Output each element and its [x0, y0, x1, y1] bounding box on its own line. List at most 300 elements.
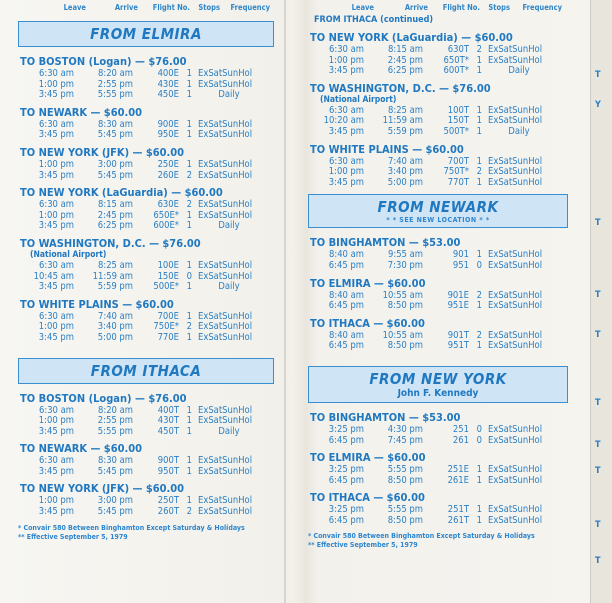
stops: 0	[476, 434, 482, 446]
flight-row	[308, 516, 568, 527]
header-arrive: Arrive	[114, 3, 138, 12]
flight-number: 900T	[157, 455, 179, 467]
arrive-time: 8:30 am	[97, 455, 133, 467]
leave-time: 1:00 pm	[38, 209, 74, 221]
flight-number: 100T	[447, 104, 469, 116]
flight-number: 650T*	[443, 54, 469, 66]
frequency: ExSatSunHol	[488, 514, 543, 526]
header-stops: Stops	[198, 3, 220, 12]
route-destination: TO BINGHAMTON — $53.00	[310, 410, 461, 424]
frequency: Daily	[218, 220, 240, 232]
route-airport-note: (National Airport)	[30, 249, 107, 260]
route-destination: TO BOSTON (Logan) — $76.00	[20, 391, 187, 405]
right-schedule	[308, 31, 568, 526]
flight-number: 260T	[157, 506, 179, 518]
flight-row	[308, 127, 568, 138]
edge-fragment: T	[595, 330, 601, 340]
section-banner	[308, 366, 568, 403]
route-destination: TO ELMIRA — $60.00	[310, 276, 426, 290]
leave-time: 6:30 am	[38, 259, 74, 271]
arrive-time: 3:40 pm	[97, 321, 133, 333]
stops: 1	[476, 474, 482, 486]
frequency: ExSatSunHol	[488, 474, 543, 486]
frequency: ExSatSunHol	[488, 166, 543, 178]
flight-number: 951	[452, 259, 469, 271]
section-title: FROM ELMIRA	[90, 25, 202, 43]
frequency: Daily	[218, 89, 240, 101]
arrive-time: 5:59 pm	[387, 125, 423, 137]
stops: 2	[476, 289, 482, 301]
flight-number: 500T*	[443, 125, 469, 137]
left-column	[18, 0, 274, 542]
stops: 1	[186, 455, 192, 467]
route-destination: TO WHITE PLAINS — $60.00	[20, 297, 174, 311]
stops: 2	[476, 44, 482, 55]
flight-number: 750E*	[153, 321, 179, 333]
frequency: ExSatSunHol	[488, 176, 543, 188]
flight-row	[18, 507, 274, 518]
stops: 2	[186, 321, 192, 333]
edge-fragment: T	[595, 556, 601, 566]
leave-time: 6:30 am	[38, 118, 74, 130]
arrive-time: 8:15 am	[97, 199, 133, 211]
flight-row	[18, 69, 274, 80]
stops: 1	[476, 514, 482, 526]
frequency: ExSatSunHol	[488, 504, 543, 516]
flight-number: 251	[452, 423, 469, 435]
leave-time: 1:00 pm	[38, 78, 74, 90]
frequency: ExSatSunHol	[488, 434, 543, 446]
stops: 1	[476, 464, 482, 476]
flight-row	[308, 301, 568, 312]
stops: 1	[186, 465, 192, 477]
flight-number: 901E	[447, 289, 469, 301]
frequency: ExSatSunHol	[488, 300, 543, 312]
flight-row	[18, 171, 274, 182]
flight-number: 261	[452, 434, 469, 446]
arrive-time: 8:50 pm	[387, 474, 423, 486]
arrive-time: 2:45 pm	[387, 54, 423, 66]
frequency: Daily	[218, 281, 240, 293]
arrive-time: 5:55 pm	[387, 504, 423, 516]
flight-number: 650E*	[153, 209, 179, 221]
footnote-effective: ** Effective September 5, 1979	[18, 532, 128, 541]
arrive-time: 8:50 pm	[387, 300, 423, 312]
stops: 1	[186, 220, 192, 232]
arrive-time: 7:30 pm	[387, 259, 423, 271]
stops: 1	[476, 249, 482, 261]
leave-time: 6:45 pm	[328, 300, 364, 312]
section-banner	[308, 194, 568, 228]
frequency: ExSatSunHol	[488, 54, 543, 66]
stops: 1	[186, 68, 192, 79]
arrive-time: 5:00 pm	[387, 176, 423, 188]
flight-number: 630E	[157, 199, 179, 211]
leave-time: 3:45 pm	[328, 65, 364, 77]
flight-number: 450T	[157, 425, 179, 437]
leave-time: 3:45 pm	[38, 129, 74, 141]
edge-fragment: T	[595, 290, 601, 300]
leave-time: 6:45 pm	[328, 474, 364, 486]
flight-number: 600T*	[443, 65, 469, 77]
flight-number: 261E	[447, 474, 469, 486]
flight-number: 400E	[157, 68, 179, 79]
header-flight: Flight No.	[152, 3, 190, 12]
flight-number: 450E	[157, 89, 179, 101]
section-title: FROM ITHACA	[90, 361, 202, 380]
arrive-time: 8:50 pm	[387, 514, 423, 526]
stops: 1	[186, 118, 192, 130]
arrive-time: 8:20 am	[97, 404, 133, 416]
arrive-time: 10:55 am	[382, 289, 423, 301]
arrive-time: 2:55 pm	[97, 415, 133, 427]
leave-time: 3:45 pm	[38, 331, 74, 343]
arrive-time: 5:45 pm	[97, 169, 133, 181]
frequency: ExSatSunHol	[488, 464, 543, 476]
flight-number: 150T	[447, 115, 469, 127]
route-destination: TO WHITE PLAINS — $60.00	[310, 142, 464, 156]
leave-time: 8:40 am	[328, 329, 364, 341]
arrive-time: 7:45 pm	[387, 434, 423, 446]
stops: 1	[476, 176, 482, 188]
arrive-time: 3:00 pm	[97, 158, 133, 170]
section-subtitle: * * SEE NEW LOCATION * *	[386, 216, 490, 225]
edge-fragment: T	[595, 70, 601, 80]
flight-number: 950E	[157, 129, 179, 141]
flight-number: 630T	[447, 44, 469, 55]
frequency: ExSatSunHol	[488, 259, 543, 271]
flight-number: 900E	[157, 118, 179, 130]
frequency: ExSatSunHol	[198, 118, 253, 130]
flight-number: 150E	[157, 270, 179, 282]
edge-fragment: T	[595, 440, 601, 450]
arrive-time: 8:20 am	[97, 68, 133, 79]
footnote-convair: * Convair 580 Between Binghamton Except Saturday & Holidays	[308, 532, 535, 541]
leave-time: 3:45 pm	[38, 169, 74, 181]
arrive-time: 5:55 pm	[97, 89, 133, 101]
arrive-time: 11:59 am	[92, 270, 133, 282]
flight-row	[18, 261, 274, 272]
stops: 0	[476, 423, 482, 435]
leave-time: 1:00 pm	[328, 166, 364, 178]
arrive-time: 7:40 am	[97, 310, 133, 322]
frequency: Daily	[218, 425, 240, 437]
frequency: ExSatSunHol	[488, 115, 543, 127]
stops: 0	[186, 270, 192, 282]
frequency: ExSatSunHol	[488, 155, 543, 167]
flight-number: 250T	[157, 495, 179, 507]
edge-fragment: Y	[595, 100, 601, 110]
frequency: ExSatSunHol	[198, 259, 253, 271]
flight-number: 430T	[157, 415, 179, 427]
leave-time: 6:30 am	[38, 455, 74, 467]
frequency: ExSatSunHol	[488, 423, 543, 435]
arrive-time: 5:45 pm	[97, 465, 133, 477]
leave-time: 3:45 pm	[38, 220, 74, 232]
route-destination: TO WASHINGTON, D.C. — $76.00	[310, 81, 491, 95]
leave-time: 3:25 pm	[328, 423, 364, 435]
route-destination: TO ELMIRA — $60.00	[310, 451, 426, 465]
flight-row	[18, 333, 274, 344]
arrive-time: 8:15 am	[387, 44, 423, 55]
flight-number: 700E	[157, 310, 179, 322]
edge-fragment: T	[595, 218, 601, 228]
flight-number: 600E*	[153, 220, 179, 232]
stops: 1	[186, 89, 192, 101]
leave-time: 1:00 pm	[38, 415, 74, 427]
flight-number: 251T	[447, 504, 469, 516]
stops: 1	[186, 209, 192, 221]
footnote-effective: ** Effective September 5, 1979	[308, 541, 418, 550]
leave-time: 6:45 pm	[328, 259, 364, 271]
arrive-time: 8:30 am	[97, 118, 133, 130]
leave-time: 6:30 am	[38, 68, 74, 79]
flight-row	[308, 425, 568, 436]
flight-number: 770T	[447, 176, 469, 188]
leave-time: 10:20 am	[323, 115, 364, 127]
route-destination: TO ITHACA — $60.00	[310, 316, 425, 330]
arrive-time: 2:45 pm	[97, 209, 133, 221]
flight-row	[18, 282, 274, 293]
flight-number: 901T	[447, 329, 469, 341]
arrive-time: 10:55 am	[382, 329, 423, 341]
stops: 1	[186, 281, 192, 293]
route-destination: TO NEWARK — $60.00	[20, 442, 142, 456]
frequency: ExSatSunHol	[198, 310, 253, 322]
header-leave: Leave	[351, 3, 374, 12]
frequency: ExSatSunHol	[198, 199, 253, 211]
flight-row	[308, 45, 568, 56]
frequency: ExSatSunHol	[198, 404, 253, 416]
continued-label: FROM ITHACA (continued)	[314, 15, 434, 25]
stops: 1	[186, 78, 192, 90]
frequency: ExSatSunHol	[198, 209, 253, 221]
leave-time: 3:25 pm	[328, 464, 364, 476]
stops: 1	[476, 340, 482, 352]
arrive-time: 5:45 pm	[97, 506, 133, 518]
route-destination: TO NEWARK — $60.00	[20, 105, 142, 119]
frequency: ExSatSunHol	[488, 249, 543, 261]
header-flight: Flight No.	[442, 3, 480, 12]
route-destination: TO NEW YORK (LaGuardia) — $60.00	[310, 31, 513, 44]
stops: 1	[476, 65, 482, 77]
frequency: ExSatSunHol	[198, 465, 253, 477]
stops: 2	[476, 166, 482, 178]
flight-row	[308, 178, 568, 189]
header-frequency: Frequency	[522, 3, 562, 12]
footnotes	[308, 532, 568, 550]
frequency: ExSatSunHol	[198, 68, 253, 79]
flight-number: 770E	[157, 331, 179, 343]
leave-time: 1:00 pm	[328, 54, 364, 66]
header-stops: Stops	[488, 3, 510, 12]
frequency: ExSatSunHol	[488, 340, 543, 352]
flight-number: 901	[452, 249, 469, 261]
arrive-time: 6:25 pm	[387, 65, 423, 77]
flight-row	[18, 160, 274, 171]
stops: 2	[186, 199, 192, 211]
leave-time: 3:45 pm	[38, 89, 74, 101]
frequency: ExSatSunHol	[198, 158, 253, 170]
stops: 1	[186, 415, 192, 427]
stops: 1	[476, 300, 482, 312]
arrive-time: 7:40 am	[387, 155, 423, 167]
flight-row	[308, 436, 568, 447]
frequency: ExSatSunHol	[198, 415, 253, 427]
stops: 2	[476, 329, 482, 341]
header-frequency: Frequency	[230, 3, 270, 12]
arrive-time: 8:25 am	[97, 259, 133, 271]
stops: 1	[186, 310, 192, 322]
frequency: ExSatSunHol	[198, 270, 253, 282]
stops: 1	[476, 504, 482, 516]
section-banner	[18, 358, 274, 384]
flight-number: 251E	[447, 464, 469, 476]
stops: 2	[186, 506, 192, 518]
arrive-time: 2:55 pm	[97, 78, 133, 90]
leave-time: 1:00 pm	[38, 321, 74, 333]
stops: 1	[476, 155, 482, 167]
frequency: ExSatSunHol	[198, 495, 253, 507]
stops: 1	[186, 331, 192, 343]
stops: 1	[476, 115, 482, 127]
frequency: ExSatSunHol	[198, 321, 253, 333]
arrive-time: 9:55 am	[387, 249, 423, 261]
frequency: Daily	[508, 125, 530, 137]
leave-time: 10:45 am	[33, 270, 74, 282]
flight-row	[308, 261, 568, 272]
stops: 1	[186, 404, 192, 416]
leave-time: 3:25 pm	[328, 504, 364, 516]
frequency: ExSatSunHol	[198, 78, 253, 90]
frequency: ExSatSunHol	[488, 104, 543, 116]
header-arrive: Arrive	[404, 3, 428, 12]
frequency: Daily	[508, 65, 530, 77]
stops: 1	[476, 125, 482, 137]
arrive-time: 5:55 pm	[97, 425, 133, 437]
flight-row	[18, 221, 274, 232]
edge-fragment: T	[595, 466, 601, 476]
flight-row	[308, 341, 568, 352]
leave-time: 6:30 am	[38, 310, 74, 322]
section-banner	[18, 21, 274, 47]
flight-number: 430E	[157, 78, 179, 90]
section-subtitle: John F. Kennedy	[397, 387, 479, 399]
page-fold	[284, 0, 286, 603]
stops: 1	[186, 259, 192, 271]
leave-time: 3:45 pm	[328, 125, 364, 137]
arrive-time: 8:25 am	[387, 104, 423, 116]
flight-number: 250E	[157, 158, 179, 170]
leave-time: 3:45 pm	[38, 425, 74, 437]
stops: 1	[186, 158, 192, 170]
flight-number: 260E	[157, 169, 179, 181]
continued-routes	[308, 31, 568, 188]
arrive-time: 5:55 pm	[387, 464, 423, 476]
route-destination: TO ITHACA — $60.00	[310, 491, 425, 505]
edge-fragment: T	[595, 398, 601, 408]
leave-time: 6:45 pm	[328, 340, 364, 352]
section-title: FROM NEW YORK	[369, 369, 507, 388]
leave-time: 3:45 pm	[38, 506, 74, 518]
flight-number: 951T	[447, 340, 469, 352]
stops: 1	[186, 129, 192, 141]
flight-number: 400T	[157, 404, 179, 416]
footnote-convair: * Convair 580 Between Binghamton Except Saturday & Holidays	[18, 523, 245, 532]
flight-row	[308, 66, 568, 77]
flight-number: 100E	[157, 259, 179, 271]
route-destination: TO BINGHAMTON — $53.00	[310, 236, 461, 250]
stops: 1	[476, 104, 482, 116]
route-destination: TO NEW YORK (JFK) — $60.00	[20, 482, 185, 496]
leave-time: 8:40 am	[328, 249, 364, 261]
arrive-time: 11:59 am	[382, 115, 423, 127]
column-header	[308, 3, 568, 15]
stops: 2	[186, 169, 192, 181]
leave-time: 1:00 pm	[38, 158, 74, 170]
flight-row	[308, 476, 568, 487]
flight-number: 951E	[447, 300, 469, 312]
flight-row	[18, 427, 274, 438]
frequency: ExSatSunHol	[198, 331, 253, 343]
route-airport-note: (National Airport)	[320, 94, 397, 105]
header-leave: Leave	[63, 3, 86, 12]
flight-number: 950T	[157, 465, 179, 477]
leave-time: 8:40 am	[328, 289, 364, 301]
flight-number: 261T	[447, 514, 469, 526]
arrive-time: 3:00 pm	[97, 495, 133, 507]
frequency: ExSatSunHol	[198, 455, 253, 467]
stops: 0	[476, 259, 482, 271]
leave-time: 6:45 pm	[328, 514, 364, 526]
leave-time: 3:45 pm	[38, 465, 74, 477]
frequency: ExSatSunHol	[198, 506, 253, 518]
edge-fragment: T	[595, 520, 601, 530]
flight-number: 750T*	[443, 166, 469, 178]
frequency: ExSatSunHol	[198, 169, 253, 181]
column-header	[18, 3, 274, 15]
stops: 1	[186, 425, 192, 437]
right-column	[308, 0, 568, 550]
route-destination: TO BOSTON (Logan) — $76.00	[20, 55, 187, 68]
frequency: ExSatSunHol	[488, 44, 543, 55]
arrive-time: 5:00 pm	[97, 331, 133, 343]
stops: 1	[476, 54, 482, 66]
arrive-time: 3:40 pm	[387, 166, 423, 178]
leave-time: 6:30 am	[38, 404, 74, 416]
route-destination: TO NEW YORK (JFK) — $60.00	[20, 145, 185, 159]
leave-time: 3:45 pm	[328, 176, 364, 188]
arrive-time: 4:30 pm	[387, 423, 423, 435]
arrive-time: 5:45 pm	[97, 129, 133, 141]
arrive-time: 6:25 pm	[97, 220, 133, 232]
leave-time: 1:00 pm	[38, 495, 74, 507]
route-destination: TO WASHINGTON, D.C. — $76.00	[20, 236, 201, 250]
flight-row	[18, 130, 274, 141]
leave-time: 6:30 am	[328, 104, 364, 116]
frequency: ExSatSunHol	[488, 329, 543, 341]
left-schedule	[18, 21, 274, 518]
stops: 1	[186, 495, 192, 507]
section-title: FROM NEWARK	[377, 198, 499, 217]
frequency: ExSatSunHol	[488, 289, 543, 301]
leave-time: 6:30 am	[328, 155, 364, 167]
flight-row	[18, 467, 274, 478]
frequency: ExSatSunHol	[198, 129, 253, 141]
flight-row	[18, 90, 274, 101]
flight-number: 500E*	[153, 281, 179, 293]
footnotes	[18, 524, 274, 542]
